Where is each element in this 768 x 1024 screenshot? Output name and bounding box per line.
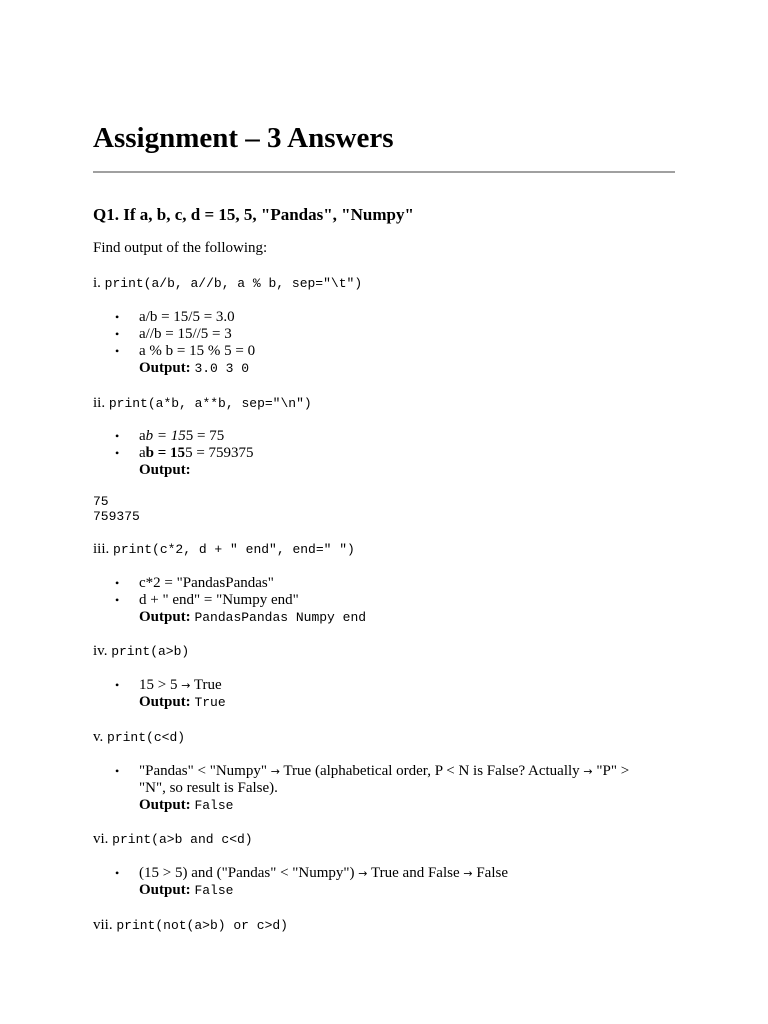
item-text: 15 > 5 <box>139 677 178 693</box>
item-text: "P" > <box>596 763 630 779</box>
part-vi-list <box>93 865 675 899</box>
output-line <box>139 609 675 626</box>
item-text-bold: b = 15 <box>145 445 186 461</box>
output-line <box>139 360 675 377</box>
output-value: False <box>194 798 234 813</box>
part-number: vii. <box>93 917 113 933</box>
list-item <box>115 445 675 462</box>
bullet: • <box>115 678 120 692</box>
output-label: Output: <box>139 797 191 813</box>
item-text: a//b = 15//5 = 3 <box>139 326 232 342</box>
item-text: a <box>139 428 146 444</box>
bullet: • <box>115 446 120 460</box>
output-value: False <box>194 883 234 898</box>
output-block: 75 759375 <box>93 494 140 524</box>
code-snippet: print(c*2, d + " end", end=" ") <box>113 542 355 557</box>
output-line <box>139 694 675 711</box>
output-label: Output: <box>139 462 191 478</box>
output-line <box>139 797 675 814</box>
output-value: PandasPandas Numpy end <box>194 610 367 625</box>
part-number: i. <box>93 275 101 291</box>
list-item <box>115 677 675 694</box>
part-i-list <box>93 309 675 377</box>
bullet: • <box>115 764 120 778</box>
code-snippet: print(a>b) <box>111 644 190 659</box>
output-line <box>139 462 675 479</box>
part-iv-prompt <box>93 643 189 660</box>
bullet: • <box>115 344 120 358</box>
item-text: True <box>193 677 222 693</box>
bullet: • <box>115 327 120 341</box>
part-v-list <box>93 763 675 814</box>
item-text: "N", so result is False). <box>139 780 278 796</box>
item-text: True and False <box>371 865 460 881</box>
bullet: • <box>115 429 120 443</box>
part-vi-prompt <box>93 831 253 848</box>
part-ii-list <box>93 428 675 479</box>
item-text: False <box>476 865 508 881</box>
page-title: Assignment – 3 Answers <box>93 122 394 154</box>
arrow-icon: → <box>463 867 473 880</box>
list-item <box>115 309 675 326</box>
item-text: (15 > 5) and ("Pandas" < "Numpy") <box>139 865 355 881</box>
item-text: "Pandas" < "Numpy" <box>139 763 267 779</box>
item-text: a <box>139 445 146 461</box>
code-snippet: print(a/b, a//b, a % b, sep="\t") <box>104 276 363 291</box>
item-text-italic: b = 15 <box>145 428 186 444</box>
bullet: • <box>115 576 120 590</box>
list-item <box>115 343 675 360</box>
title-divider <box>93 171 675 173</box>
part-number: vi. <box>93 831 109 847</box>
part-iii-list <box>93 575 675 626</box>
item-text: True (alphabetical order, P < N is False? Actually <box>283 763 580 779</box>
list-item <box>115 592 675 609</box>
page-header <box>93 118 675 173</box>
list-item <box>115 428 675 445</box>
arrow-icon: → <box>583 765 593 778</box>
arrow-icon: → <box>181 679 191 692</box>
output-value: True <box>194 695 226 710</box>
code-snippet: print(c<d) <box>107 730 186 745</box>
item-text: 5 = 75 <box>185 428 225 444</box>
bullet: • <box>115 310 120 324</box>
bullet: • <box>115 593 120 607</box>
arrow-icon: → <box>270 765 280 778</box>
arrow-icon: → <box>358 867 368 880</box>
item-text: c*2 = "PandasPandas" <box>139 575 274 591</box>
part-v-prompt <box>93 729 185 746</box>
output-label: Output: <box>139 882 191 898</box>
part-ii-prompt <box>93 395 312 412</box>
output-label: Output: <box>139 609 191 625</box>
part-vii-prompt <box>93 917 288 934</box>
item-text: a % b = 15 % 5 = 0 <box>139 343 256 359</box>
list-item <box>115 326 675 343</box>
part-iv-list <box>93 677 675 711</box>
output-value: 3.0 3 0 <box>194 361 250 376</box>
part-number: v. <box>93 729 104 745</box>
part-number: ii. <box>93 395 106 411</box>
code-snippet: print(not(a>b) or c>d) <box>116 918 288 933</box>
list-item <box>115 763 675 797</box>
code-snippet: print(a*b, a**b, sep="\n") <box>108 396 312 411</box>
item-text: 5 = 759375 <box>185 445 254 461</box>
bullet: • <box>115 866 120 880</box>
output-label: Output: <box>139 694 191 710</box>
question-intro: Find output of the following: <box>93 240 268 256</box>
code-snippet: print(a>b and c<d) <box>112 832 253 847</box>
item-text: a/b = 15/5 = 3.0 <box>139 309 235 325</box>
part-number: iv. <box>93 643 108 659</box>
question-heading: Q1. If a, b, c, d = 15, 5, "Pandas", "Numpy" <box>93 205 414 224</box>
output-label: Output: <box>139 360 191 376</box>
item-text: d + " end" = "Numpy end" <box>139 592 299 608</box>
part-number: iii. <box>93 541 110 557</box>
part-i-prompt <box>93 275 362 292</box>
list-item <box>115 865 675 882</box>
part-iii-prompt <box>93 541 355 558</box>
list-item <box>115 575 675 592</box>
output-line <box>139 882 675 899</box>
